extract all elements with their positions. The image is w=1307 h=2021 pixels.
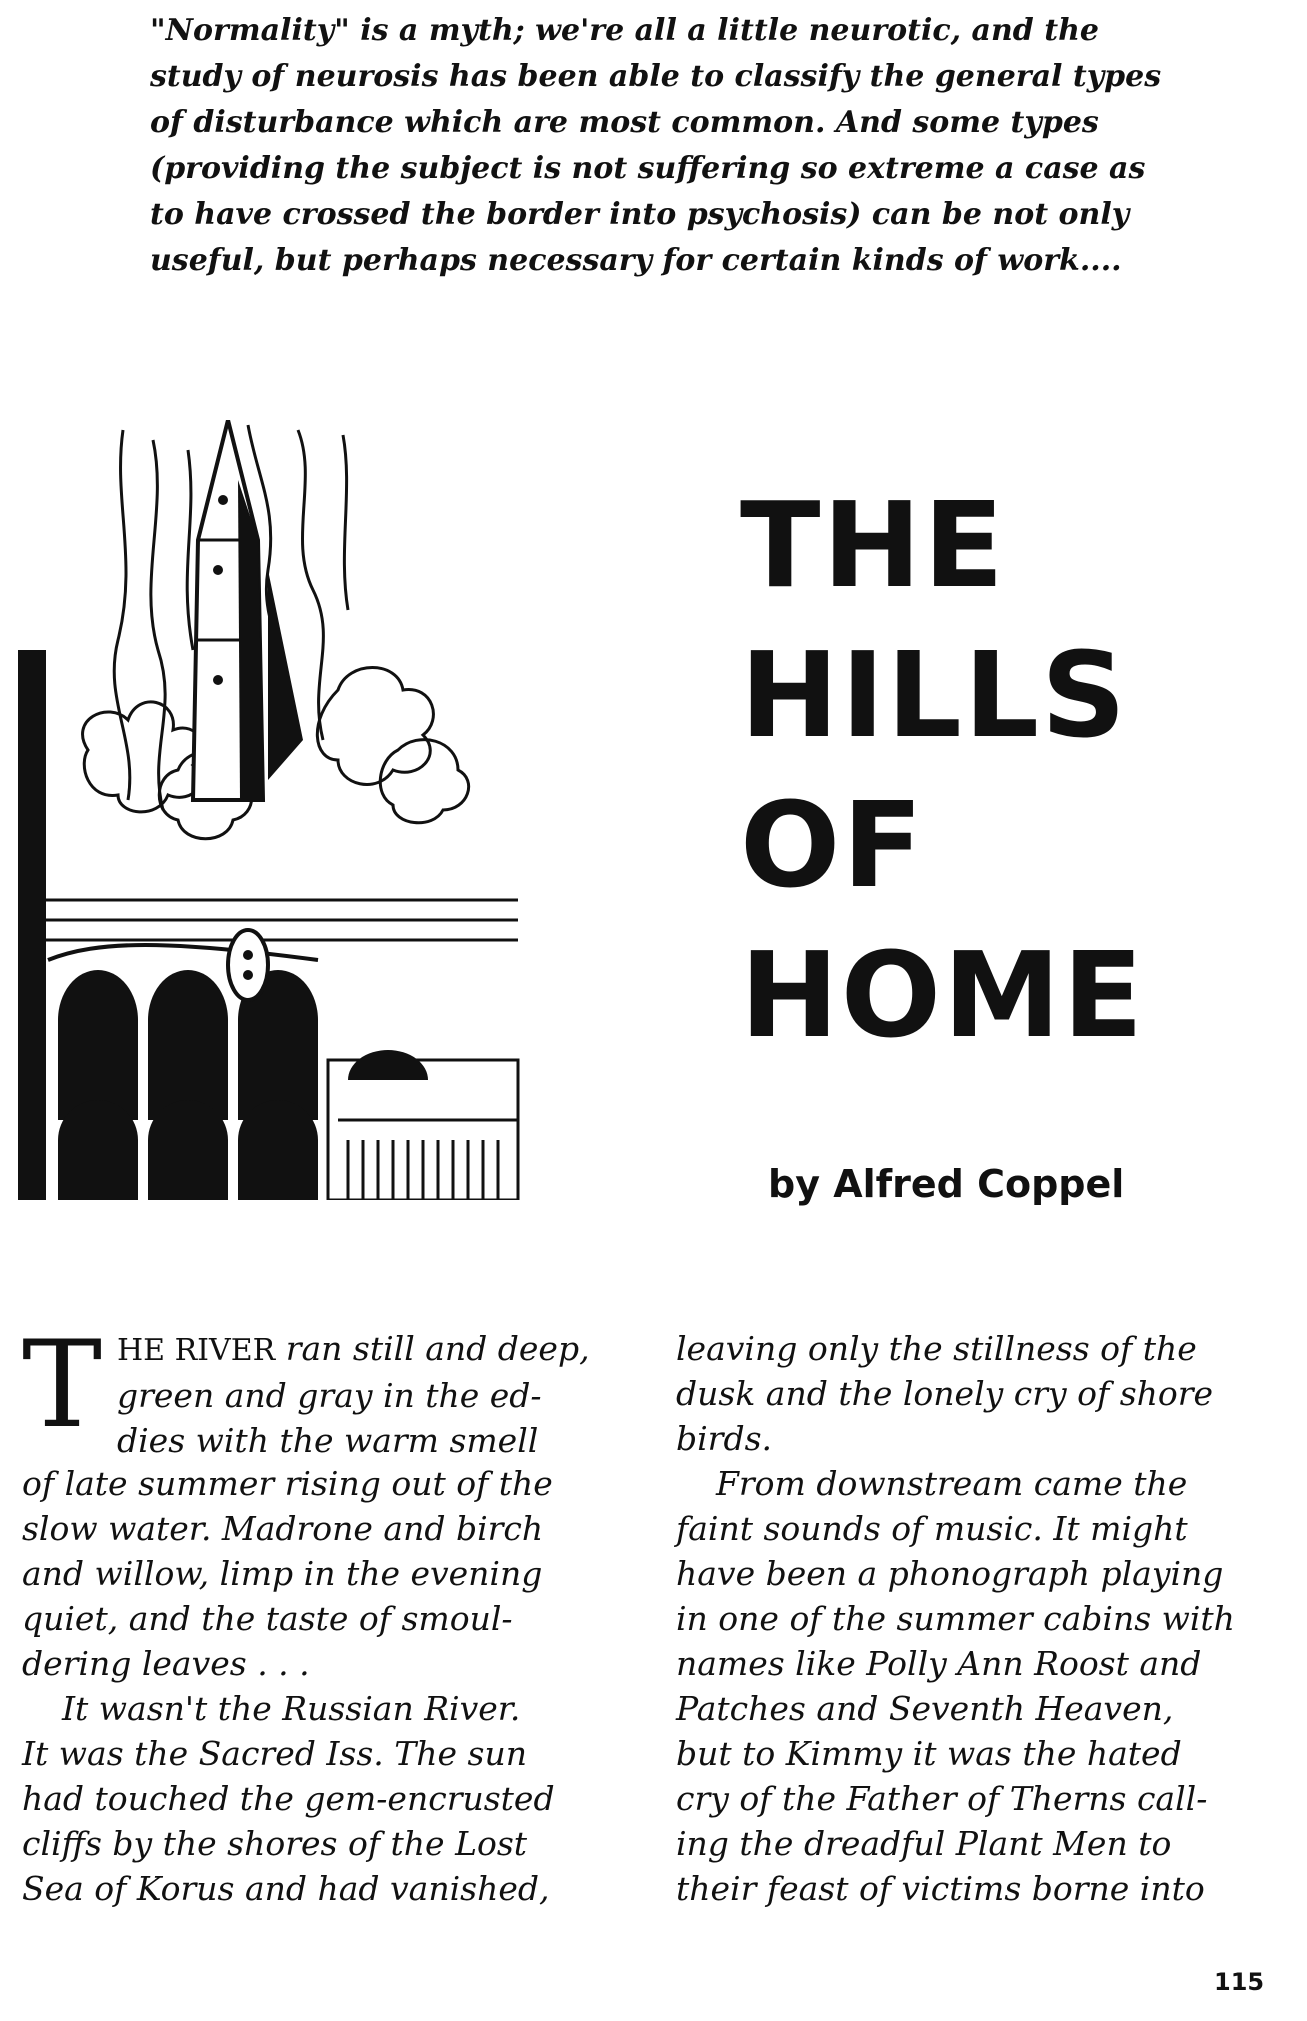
title-line: HILLS <box>740 626 1129 764</box>
title-line: OF <box>740 776 925 914</box>
story-line: quiet, and the taste of smoul- <box>22 1599 513 1638</box>
story-line: From downstream came the <box>716 1464 1188 1503</box>
story-line: birds. <box>676 1419 773 1458</box>
intro-line: (providing the subject is not suffering so extreme a case as <box>150 151 1146 186</box>
story-line <box>117 1326 590 1373</box>
intro-blurb <box>150 8 1190 284</box>
story-line: dusk and the lonely cry of shore <box>676 1374 1214 1413</box>
title-line: HOME <box>740 926 1146 1064</box>
rocket-launch-illustration <box>18 420 530 1200</box>
intro-line: useful, but perhaps necessary for certain kinds of work.... <box>150 243 1122 278</box>
story-line: Patches and Seventh Heaven, <box>676 1689 1174 1728</box>
story-line: ing the dreadful Plant Men to <box>676 1824 1172 1863</box>
story-line: have been a phonograph playing <box>676 1554 1224 1593</box>
story-line: slow water. Madrone and birch <box>22 1509 544 1548</box>
story-line: but to Kimmy it was the hated <box>676 1734 1182 1773</box>
story-line: faint sounds of music. It might <box>676 1509 1188 1548</box>
drop-cap: T <box>22 1316 103 1455</box>
byline: by Alfred Coppel <box>768 1162 1125 1206</box>
story-line: in one of the summer cabins with <box>676 1599 1235 1638</box>
story-line: cliffs by the shores of the Lost <box>22 1824 528 1863</box>
dropcap-paragraph-start <box>22 1316 642 1461</box>
small-caps-text: HE RIVER <box>117 1333 276 1368</box>
page-number: 115 <box>1214 1968 1265 1996</box>
story-line: cry of the Father of Therns call- <box>676 1779 1208 1818</box>
story-line: dering leaves . . . <box>22 1644 310 1683</box>
intro-line: to have crossed the border into psychosis) can be not only <box>150 197 1130 232</box>
story-line: dies with the warm smell <box>117 1421 539 1460</box>
story-line: leaving only the stillness of the <box>676 1329 1197 1368</box>
story-line: Sea of Korus and had vanished, <box>22 1869 550 1908</box>
story-title <box>740 470 1240 1070</box>
intro-line: "Normality" is a myth; we're all a little neurotic, and the <box>150 13 1099 48</box>
intro-line: of disturbance which are most common. And some types <box>150 105 1099 140</box>
story-line: of late summer rising out of the <box>22 1464 553 1503</box>
story-line: and willow, limp in the evening <box>22 1554 543 1593</box>
story-line: It wasn't the Russian River. <box>62 1689 521 1728</box>
story-column-right <box>676 1326 1296 1911</box>
title-line: THE <box>740 476 1006 614</box>
story-line: their feast of victims borne into <box>676 1869 1205 1908</box>
story-line: had touched the gem-encrusted <box>22 1779 555 1818</box>
intro-line: study of neurosis has been able to classify the general types <box>150 59 1162 94</box>
story-column-left <box>22 1316 642 1911</box>
story-line: green and gray in the ed- <box>117 1376 542 1415</box>
story-line: It was the Sacred Iss. The sun <box>22 1734 527 1773</box>
story-line: names like Polly Ann Roost and <box>676 1644 1202 1683</box>
story-text: ran still and deep, <box>275 1329 590 1368</box>
